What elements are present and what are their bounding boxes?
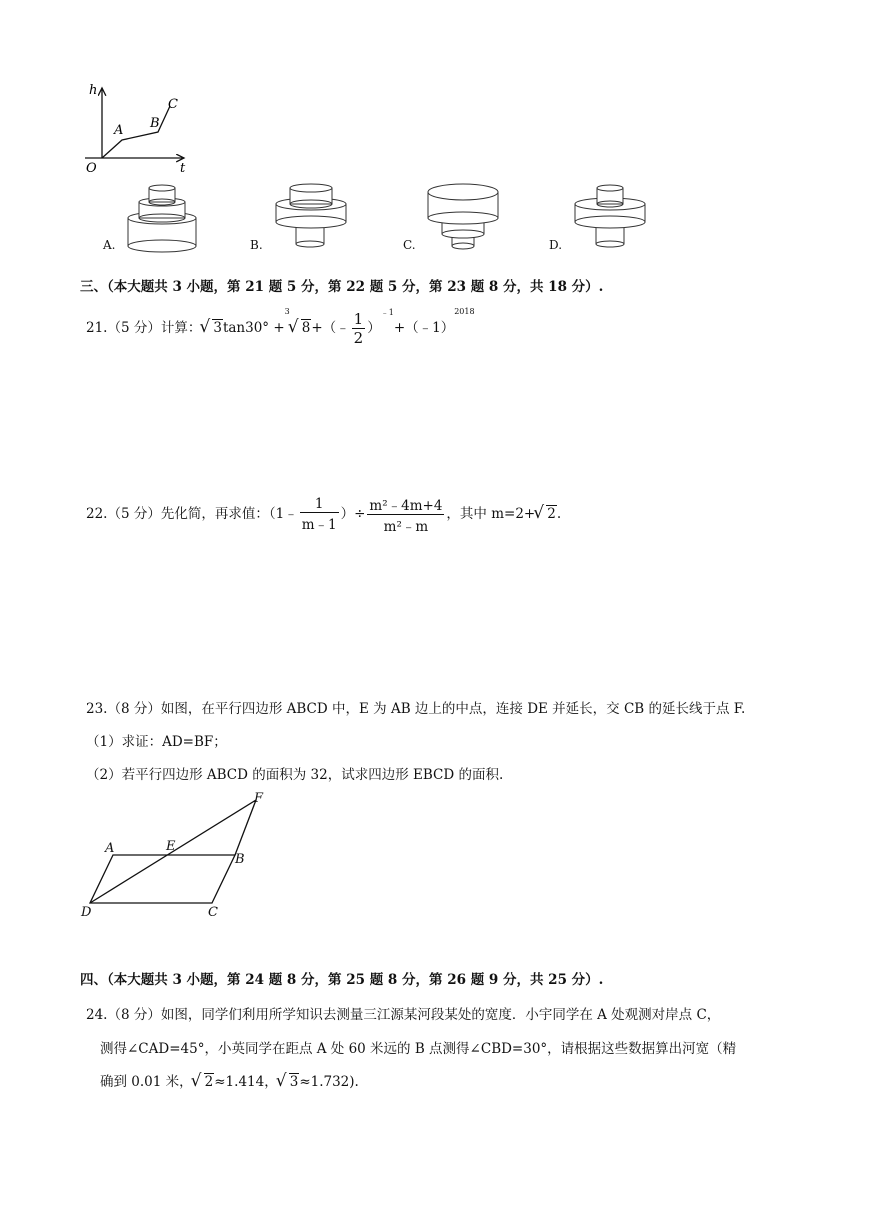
option-d-label[interactable]: D.: [549, 238, 563, 252]
q24-line1: 24.（8 分）如图，同学们利用所学知识去测量三江源某河段某处的宽度．小宇同学在 A 处观测对岸点 C，: [86, 1007, 721, 1023]
line-bf: [235, 800, 256, 855]
sqrt-2: √ 2: [535, 506, 557, 522]
q22-prefix: 22.（5 分）先化简，再求值：（1﹣: [86, 506, 298, 522]
label-a: A: [114, 123, 124, 138]
section-4-title: 四、（本大题共 3 小题，第 24 题 8 分，第 25 题 8 分，第 26 题 9 分，共 25 分）.: [80, 972, 604, 988]
fraction-2: $\frac{\text{m²﹣4m+4}}{\text{m²﹣m}}$: [367, 494, 444, 535]
sqrt-3: √ 3: [278, 1074, 300, 1090]
q21-plus1: +: [273, 320, 285, 336]
q21-prefix: 21.（5 分）计算：: [86, 320, 202, 336]
q22-mid: ）÷: [340, 506, 366, 522]
q21-exp2: 2018: [454, 307, 475, 316]
q23-line2: （1）求证：AD=BF；: [86, 734, 227, 750]
label-a: A: [105, 841, 115, 856]
q23-line1: 23.（8 分）如图，在平行四边形 ABCD 中，E 为 AB 边上的中点，连接 DE 并延长，交 CB 的延长线于点 F.: [86, 701, 746, 717]
option-a-label[interactable]: A.: [103, 238, 116, 252]
q24-line3-a: 确到 0.01 米，: [100, 1074, 193, 1090]
section-3-title: 三、（本大题共 3 小题，第 21 题 5 分，第 22 题 5 分，第 23 题 8 分，共 18 分）.: [80, 279, 604, 295]
q24-line3-b: ≈1.414，: [214, 1074, 278, 1090]
label-t: t: [180, 161, 186, 176]
option-a-figure: [125, 182, 200, 254]
parallelogram-figure: [80, 788, 280, 923]
option-c-figure: [426, 182, 504, 254]
label-h: h: [89, 83, 98, 98]
q24-line2: 测得∠CAD=45°，小英同学在距点 A 处 60 米远的 B 点测得∠CBD=30°，请根据这些数据算出河宽（精: [100, 1041, 737, 1057]
option-b-figure: [273, 182, 351, 254]
cbrt-8: √ 8: [290, 320, 312, 336]
q23-line3: （2）若平行四边形 ABCD 的面积为 32，试求四边形 EBCD 的面积.: [86, 767, 504, 783]
label-b: B: [150, 116, 160, 131]
q24-line3-c: ≈1.732).: [299, 1074, 359, 1090]
q24-line3: [100, 1070, 359, 1090]
question-21: [86, 307, 475, 347]
label-b: B: [235, 852, 245, 867]
label-c: C: [208, 905, 218, 920]
label-c: C: [168, 97, 178, 112]
q22-suffix: ，其中 m=2+: [446, 506, 536, 522]
parallelogram: [90, 855, 235, 903]
question-22: [86, 494, 561, 535]
fraction-half: $\frac{1}{2}$: [353, 310, 364, 347]
label-e: E: [166, 839, 176, 854]
q21-plus2: +（﹣: [311, 320, 350, 336]
cbrt-index: 3: [284, 307, 290, 316]
label-f: F: [254, 791, 264, 806]
q21-plus3: +（﹣1）: [393, 320, 455, 336]
sqrt-3: √ 3: [201, 320, 223, 336]
option-b-label[interactable]: B.: [250, 238, 263, 252]
sqrt-2: √ 2: [193, 1074, 215, 1090]
ht-graph: [80, 80, 190, 175]
q22-end: .: [556, 506, 562, 522]
label-o: O: [86, 161, 97, 176]
graph-line: [102, 106, 170, 158]
option-d-figure: [572, 182, 650, 254]
fraction-1: $\frac{1}{m﹣1}$: [301, 496, 337, 533]
option-c-label[interactable]: C.: [403, 238, 416, 252]
q21-tan: tan30°: [222, 320, 270, 336]
q21-exp1: ﹣1: [380, 308, 394, 317]
label-d: D: [81, 905, 92, 920]
q21-paren-close: ）: [367, 320, 381, 336]
